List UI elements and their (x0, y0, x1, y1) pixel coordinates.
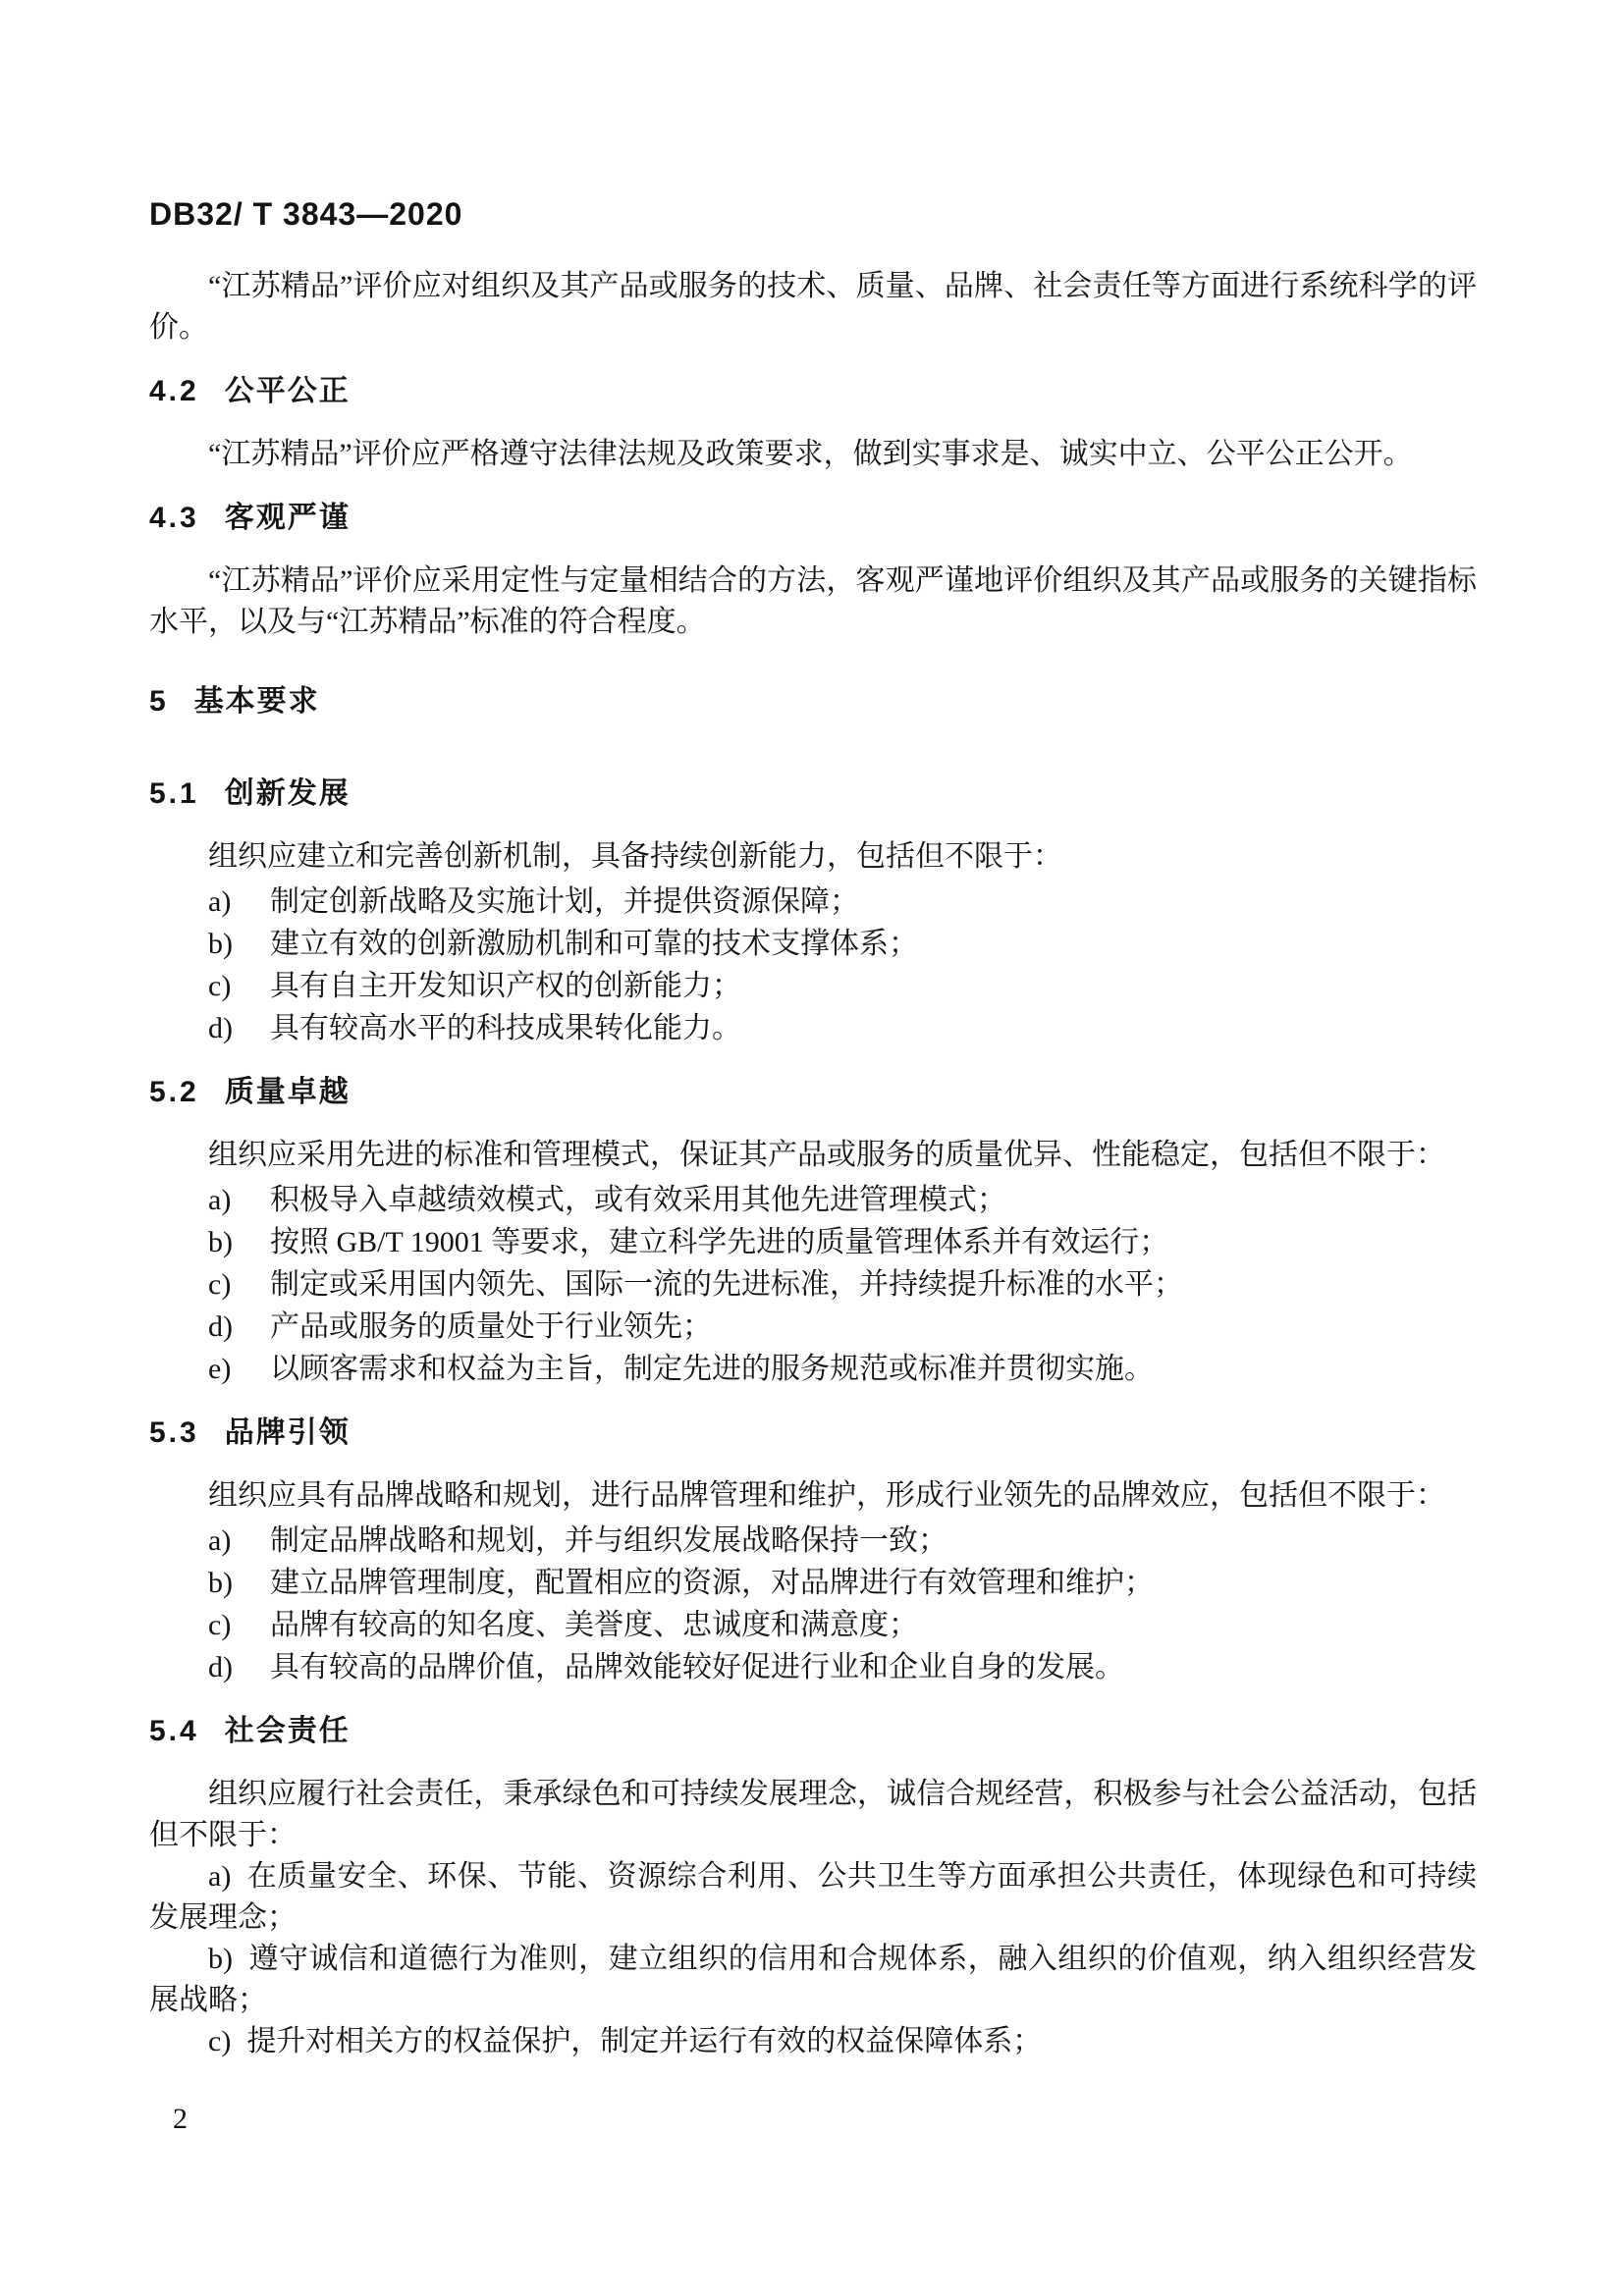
list-item-marker: b) (208, 1567, 233, 1599)
section-heading (149, 1415, 1477, 1451)
page-number: 2 (173, 2103, 188, 2135)
list-item-marker: c) (208, 970, 232, 1002)
list-item-marker: d) (208, 1012, 233, 1044)
list (149, 881, 1477, 1049)
section-heading (149, 1714, 1477, 1749)
list-item-text: 提升对相关方的权益保护，制定并运行有效的权益保障体系； (246, 2025, 1043, 2057)
paragraph: 组织应具有品牌战略和规划，进行品牌管理和维护，形成行业领先的品牌效应，包括但不限于： (208, 1479, 1445, 1512)
list-item-text: 建立品牌管理制度，配置相应的资源，对品牌进行有效管理和维护； (270, 1567, 1154, 1599)
heading-title: 社会责任 (224, 1715, 351, 1747)
standard-number-header: DB32/ T 3843—2020 (149, 196, 463, 232)
list-item-text: 制定或采用国内领先、国际一流的先进标准，并持续提升标准的水平； (270, 1268, 1183, 1301)
list-item-text: 在质量安全、环保、节能、资源综合利用、公共卫生等方面承担公共责任，体现绿色和可持续发展理念； (149, 1860, 1477, 1934)
paragraph: 组织应采用先进的标准和管理模式，保证其产品或服务的质量优异、性能稳定，包括但不限于： (208, 1139, 1445, 1171)
paragraph: 组织应建立和完善创新机制，具备持续创新能力，包括但不限于： (208, 840, 1062, 873)
list-item-marker: a) (208, 1184, 232, 1216)
list-item-text: 建立有效的创新激励机制和可靠的技术支撑体系； (270, 928, 918, 960)
list-item-marker: e) (208, 1353, 232, 1385)
heading-number: 5 (149, 685, 169, 718)
list-item-marker: b) (208, 928, 233, 960)
list-item (149, 1562, 1477, 1604)
list-item (149, 1263, 1477, 1306)
paragraph: 组织应履行社会责任，秉承绿色和可持续发展理念，诚信合规经营，积极参与社会公益活动，包括但不限于： (149, 1778, 1477, 1851)
list-item-text: 具有较高水平的科技成果转化能力。 (270, 1012, 741, 1044)
section-heading (149, 1075, 1477, 1110)
list-item-marker: a) (208, 885, 232, 918)
list-item-paragraph (149, 2021, 1477, 2062)
list-item-text: 品牌有较高的知名度、美誉度、忠诚度和满意度； (270, 1609, 918, 1641)
list-item-text: 具有自主开发知识产权的创新能力； (270, 970, 741, 1002)
heading-number: 5.2 (149, 1076, 199, 1108)
heading-number: 4.3 (149, 502, 199, 534)
heading-title: 品牌引领 (224, 1416, 351, 1449)
list-item (149, 1221, 1477, 1263)
heading-number: 5.3 (149, 1416, 199, 1449)
list-item-text: 制定品牌战略和规划，并与组织发展战略保持一致； (270, 1524, 947, 1557)
section-heading (149, 501, 1477, 536)
list-item (149, 965, 1477, 1007)
list-item-marker: d) (208, 1310, 233, 1343)
heading-title: 创新发展 (224, 777, 351, 810)
list-item-marker: b) (208, 1943, 233, 1975)
list (149, 1520, 1477, 1688)
list-item-text: 制定创新战略及实施计划，并提供资源保障； (270, 885, 859, 918)
paragraph: “江苏精品”评价应对组织及其产品或服务的技术、质量、品牌、社会责任等方面进行系统科学的评价。 (149, 270, 1477, 344)
section-heading (149, 684, 1477, 720)
list-item (149, 1007, 1477, 1049)
list-item-marker: c) (208, 1268, 232, 1301)
heading-number: 4.2 (149, 375, 199, 407)
list-item-marker: a) (208, 1860, 232, 1893)
list-item (149, 1179, 1477, 1221)
heading-number: 5.1 (149, 777, 199, 810)
list-item-marker: d) (208, 1651, 233, 1683)
list-item-text: 按照 GB/T 19001 等要求，建立科学先进的质量管理体系并有效运行； (270, 1226, 1169, 1258)
paragraph: “江苏精品”评价应采用定性与定量相结合的方法，客观严谨地评价组织及其产品或服务的关键指标水平，以及与“江苏精品”标准的符合程度。 (149, 564, 1477, 638)
heading-title: 公平公正 (224, 375, 351, 407)
paragraph: “江苏精品”评价应严格遵守法律法规及政策要求，做到实事求是、诚实中立、公平公正公开。 (208, 438, 1413, 470)
list (149, 1179, 1477, 1390)
list-item-paragraph (149, 1939, 1477, 2021)
list-item (149, 1306, 1477, 1348)
list-item-marker: c) (208, 1609, 232, 1641)
list-item (149, 1348, 1477, 1390)
section-heading (149, 776, 1477, 812)
list-item-text: 积极导入卓越绩效模式，或有效采用其他先进管理模式； (270, 1184, 1006, 1216)
list-item-paragraph (149, 1856, 1477, 1939)
list-item-marker: a) (208, 1524, 232, 1557)
list-item-text: 以顾客需求和权益为主旨，制定先进的服务规范或标准并贯彻实施。 (270, 1353, 1154, 1385)
list-item (149, 881, 1477, 923)
list-item-marker: b) (208, 1226, 233, 1258)
list-item (149, 923, 1477, 965)
heading-title: 客观严谨 (224, 502, 351, 534)
heading-number: 5.4 (149, 1715, 199, 1747)
list-item-text: 遵守诚信和道德行为准则，建立组织的信用和合规体系，融入组织的价值观，纳入组织经营发展战略； (149, 1943, 1477, 2016)
section-heading (149, 374, 1477, 409)
list-item-text: 产品或服务的质量处于行业领先； (270, 1310, 712, 1343)
list-item (149, 1646, 1477, 1688)
list-item (149, 1520, 1477, 1562)
list-item-text: 具有较高的品牌价值，品牌效能较好促进行业和企业自身的发展。 (270, 1651, 1124, 1683)
heading-title: 基本要求 (193, 685, 320, 718)
heading-title: 质量卓越 (224, 1076, 351, 1108)
list-item-marker: c) (208, 2025, 232, 2057)
list-item (149, 1604, 1477, 1646)
